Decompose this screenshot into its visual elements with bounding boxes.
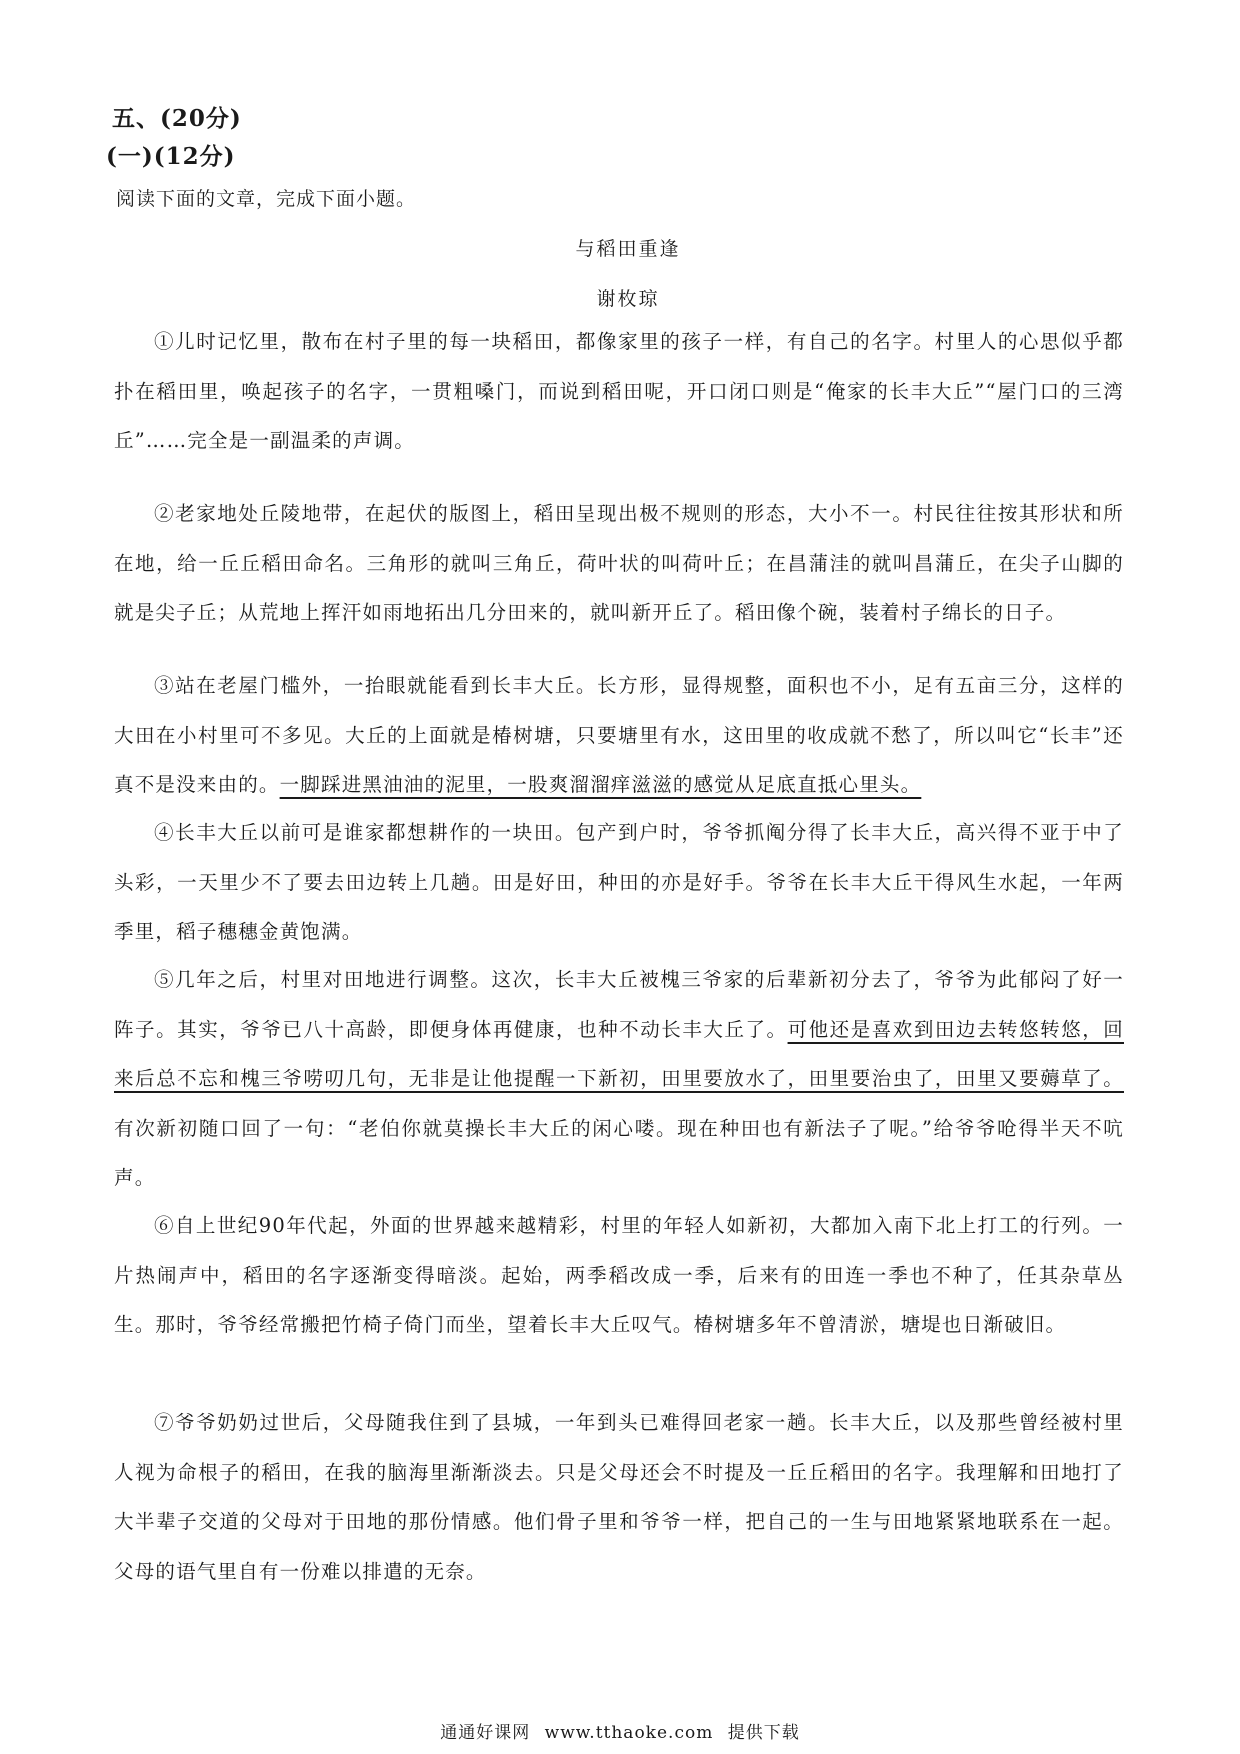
paragraph-3-text: ③站在老屋门槛外，一抬眼就能看到长丰大丘。长方形，显得规整，面积也不小，足有五亩三分，这样的大田在小村里可不多见。大丘的上面就是椿树塘，只要塘里有水，这田里的收成就不愁了，所以叫它“长丰”还真不是没来由的。 <box>114 674 1124 796</box>
footer-url[interactable]: www.tthaoke.com <box>544 1723 714 1743</box>
paragraph-3 <box>114 661 1124 810</box>
paragraph-6: ⑥自上世纪90年代起，外面的世界越来越精彩，村里的年轻人如新初，大都加入南下北上打工的行列。一片热闹声中，稻田的名字逐渐变得暗淡。起始，两季稻改成一季，后来有的田连一季也不种了，任其杂草丛生。那时，爷爷经常搬把竹椅子倚门而坐，望着长丰大丘叹气。椿树塘多年不曾清淤，塘堤也日渐破旧。 <box>114 1214 1124 1336</box>
paragraph-5-text: ⑤几年之后，村里对田地进行调整。这次，长丰大丘被槐三爷家的后辈新初分去了，爷爷为此郁闷了好一阵子。其实，爷爷已八十高龄，即便身体再健康，也种不动长丰大丘了。 <box>114 968 1124 1041</box>
subsection-heading: (一)(12分) <box>106 143 236 170</box>
paragraph-2: ②老家地处丘陵地带，在起伏的版图上，稻田呈现出极不规则的形态，大小不一。村民往往按其形状和所在地，给一丘丘稻田命名。三角形的就叫三角丘，荷叶状的叫荷叶丘；在昌蒲洼的就叫昌蒲丘，在尖子山脚的就是尖子丘；从荒地上挥汗如雨地拓出几分田来的，就叫新开丘了。稻田像个碗，装着村子绵长的日子。 <box>114 502 1124 624</box>
reading-instruction: 阅读下面的文章，完成下面小题。 <box>116 188 417 210</box>
paragraph-5-text-end: 有次新初随口回了一句：“老伯你就莫操长丰大丘的闲心喽。现在种田也有新法子了呢。”给爷爷呛得半天不吭声。 <box>114 1116 1124 1189</box>
footer-site-name: 通通好课网 <box>440 1723 531 1743</box>
underlined-sentence-1: 一脚踩进黑油油的泥里，一股爽溜溜痒滋滋的感觉从足底直抵心里头。 <box>279 773 922 796</box>
page-footer <box>0 1718 1240 1743</box>
paragraph-5 <box>114 955 1124 1203</box>
paragraph-1: ①儿时记忆里，散布在村子里的每一块稻田，都像家里的孩子一样，有自己的名字。村里人的心思似乎都扑在稻田里，唤起孩子的名字，一贯粗嗓门，而说到稻田呢，开口闭口则是“俺家的长丰大丘”“屋门口的三湾丘”……完全是一副温柔的声调。 <box>114 330 1124 452</box>
section-heading: 五、(20分) <box>112 105 242 132</box>
paragraph-4: ④长丰大丘以前可是谁家都想耕作的一块田。包产到户时，爷爷抓阄分得了长丰大丘，高兴得不亚于中了头彩，一天里少不了要去田边转上几趟。田是好田，种田的亦是好手。爷爷在长丰大丘干得风生水起，一年两季里，稻子穗穗金黄饱满。 <box>114 821 1124 943</box>
paragraph-7: ⑦爷爷奶奶过世后，父母随我住到了县城，一年到头已难得回老家一趟。长丰大丘，以及那些曾经被村里人视为命根子的稻田，在我的脑海里渐渐淡去。只是父母还会不时提及一丘丘稻田的名字。我理解和田地打了大半辈子交道的父母对于田地的那份情感。他们骨子里和爷爷一样，把自己的一生与田地紧紧地联系在一起。父母的语气里自有一份难以排遣的无奈。 <box>114 1411 1124 1583</box>
footer-note: 提供下载 <box>727 1723 800 1743</box>
article-author: 谢枚琼 <box>596 288 660 310</box>
underlined-sentence-2: 可他还是喜欢到田边去转悠转悠，回来后总不忘和槐三爷唠叨几句，无非是让他提醒一下新初，田里要放水了，田里要治虫了，田里又要薅草了。 <box>114 1017 1124 1090</box>
article-title: 与稻田重逢 <box>575 238 681 260</box>
